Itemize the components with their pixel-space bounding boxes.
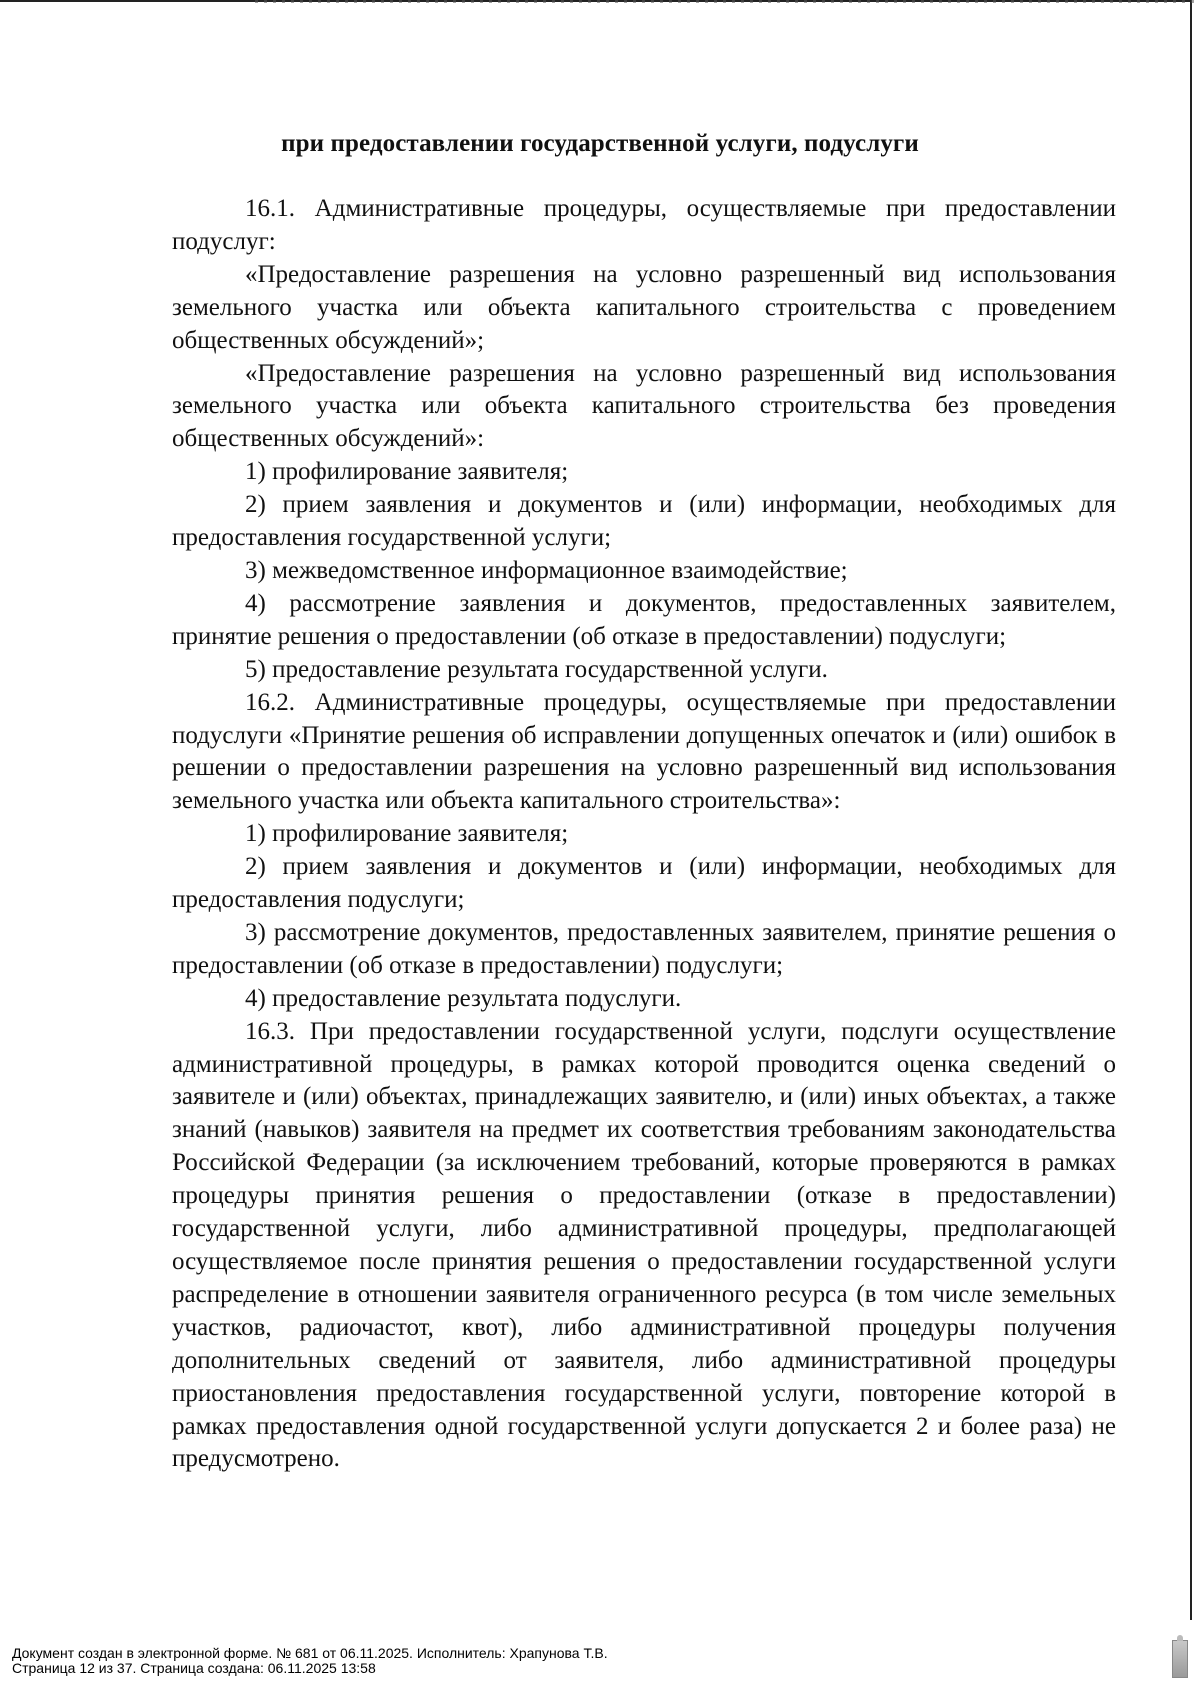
footer-page-info: Страница 12 из 37. Страница создана: 06.11.2025 13:58 [12, 1660, 376, 1676]
footer-document-info: Документ создан в электронной форме. № 681 от 06.11.2025. Исполнитель: Храпунова Т.В. [12, 1645, 608, 1661]
list-item: 3) межведомственное информационное взаимодействие; [245, 556, 848, 584]
document-body [172, 193, 1116, 1476]
list-item: 5) предоставление результата государственной услуги. [245, 655, 828, 683]
paragraph-16-1: 16.1. Административные процедуры, осуществляемые при предоставлении подуслуг: [172, 195, 1116, 255]
list-item: 2) прием заявления и документов и (или) информации, необходимых для предоставления государственной услуги; [172, 491, 1116, 552]
document-footer [12, 1646, 608, 1676]
list-item: 1) профилирование заявителя; [245, 458, 569, 486]
paragraph-16-3: 16.3. При предоставлении государственной услуги, подслуги осуществление административной процедуры, в рамках которой проводится оценка сведений о заявителе и (или) объектах, принадлежащих заявителю, и (или) иных объектах, а также знаний (навыков) заявителя на предмет их соответствия требованиям законодательства Российской Федерации (за исключением требований, которые проверяются в рамках процедуры принятия решения о предоставлении (отказе в предоставлении) государственной услуги, либо административной процедуры, предполагающей осуществляемое после принятия решения о предоставлении государственной услуги распределение в отношении заявителя ограниченного ресурса (в том числе земельных участков, радиочастот, квот), либо административной процедуры получения дополнительных сведений от заявителя, либо административной процедуры приостановления предоставления государственной услуги, повторение которой в рамках предоставления одной государственной услуги допускается 2 и более раза) не предусмотрено. [172, 1017, 1116, 1473]
stamp-icon [1172, 1640, 1188, 1678]
list-item: 4) рассмотрение заявления и документов, предоставленных заявителем, принятие решения о предоставлении (об отказе в предоставлении) подуслуги; [172, 589, 1116, 650]
paragraph-16-2: 16.2. Административные процедуры, осуществляемые при предоставлении подуслуги «Принятие решения об исправлении допущенных опечаток и (или) ошибок в решении о предоставлении разрешения на условно разрешенный вид использования земельного участка или объекта капитального строительства»: [172, 688, 1116, 815]
paragraph-subservice-with-discussions: «Предоставление разрешения на условно разрешенный вид использования земельного участка или объекта капитального строительства с проведением общественных обсуждений»; [172, 260, 1116, 354]
list-item: 1) профилирование заявителя; [245, 820, 569, 848]
paragraph-subservice-without-discussions: «Предоставление разрешения на условно разрешенный вид использования земельного участка или объекта капитального строительства без проведения общественных обсуждений»: [172, 359, 1116, 453]
scan-edge-marks [255, 0, 1195, 3]
list-item: 2) прием заявления и документов и (или) информации, необходимых для предоставления подуслуги; [172, 853, 1116, 914]
section-heading: при предоставлении государственной услуги, подуслуги [281, 130, 919, 157]
list-item: 4) предоставление результата подуслуги. [245, 984, 682, 1012]
list-item: 3) рассмотрение документов, предоставленных заявителем, принятие решения о предоставлении (об отказе в предоставлении) подуслуги; [172, 918, 1116, 979]
